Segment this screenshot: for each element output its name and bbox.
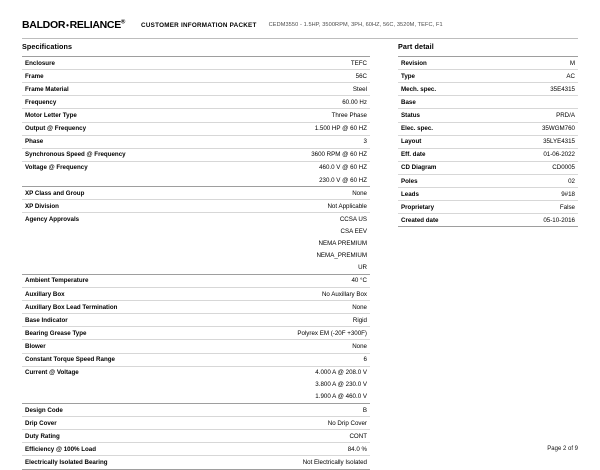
row-label-continued: [22, 238, 224, 250]
row-value: M: [492, 57, 578, 70]
table-row: [398, 96, 578, 109]
table-row: [22, 187, 370, 200]
table-row: [22, 340, 370, 353]
row-value: None: [224, 187, 370, 200]
table-row-continued: [22, 262, 370, 275]
row-label: CD Diagram: [398, 161, 492, 174]
row-label: Current @ Voltage: [22, 366, 224, 379]
table-row-continued: [22, 250, 370, 262]
table-row: [22, 301, 370, 314]
table-row-continued: [22, 391, 370, 404]
table-row: [22, 287, 370, 300]
row-value: 56C: [224, 70, 370, 83]
row-label: Layout: [398, 135, 492, 148]
table-row-continued: [22, 379, 370, 391]
brand-separator: •: [66, 20, 69, 30]
row-label: Leads: [398, 188, 492, 201]
table-row: [22, 148, 370, 161]
table-row: [22, 213, 370, 226]
row-label: Duty Rating: [22, 430, 224, 443]
row-label: Status: [398, 109, 492, 122]
row-label: Bearing Grease Type: [22, 327, 224, 340]
row-label: Frame: [22, 70, 224, 83]
row-value: 02: [492, 174, 578, 187]
row-label: Auxillary Box: [22, 287, 224, 300]
part-detail-section: [398, 42, 578, 227]
page-number: Page 2 of 9: [547, 446, 578, 452]
header-subtitle: CEDM3550 - 1.5HP, 3500RPM, 3PH, 60HZ, 56C, 3520M, TEFC, F1: [268, 22, 443, 28]
row-value: CCSA US: [224, 213, 370, 226]
row-label: Efficiency @ 100% Load: [22, 443, 224, 456]
row-value: 3600 RPM @ 60 HZ: [224, 148, 370, 161]
row-value: TEFC: [224, 57, 370, 70]
table-row-continued: [22, 174, 370, 187]
row-value: Not Applicable: [224, 200, 370, 213]
row-value-continued: NEMA PREMIUM: [318, 240, 367, 248]
row-value: Rigid: [224, 314, 370, 327]
row-value: 60.00 Hz: [224, 96, 370, 109]
table-row: [398, 83, 578, 96]
row-label: Agency Approvals: [22, 213, 224, 226]
row-value: 40 °C: [224, 274, 370, 287]
table-row: [22, 353, 370, 366]
row-label: Proprietary: [398, 201, 492, 214]
row-value: 6: [224, 353, 370, 366]
row-label: Type: [398, 70, 492, 83]
row-label: Mech. spec.: [398, 83, 492, 96]
row-value: 84.0 %: [224, 443, 370, 456]
row-label: Elec. spec.: [398, 122, 492, 135]
row-label: Output @ Frequency: [22, 122, 224, 135]
row-label: Electrically Isolated Bearing: [22, 456, 224, 469]
specifications-section: [22, 42, 370, 470]
row-value: No Auxillary Box: [224, 287, 370, 300]
table-row: [22, 122, 370, 135]
row-label: Synchronous Speed @ Frequency: [22, 148, 224, 161]
row-value: 35LYE4315: [492, 135, 578, 148]
row-value-continued: NEMA_PREMIUM: [316, 252, 367, 260]
row-value: False: [492, 201, 578, 214]
row-value-continued: CSA EEV: [340, 228, 367, 236]
row-value: 35E4315: [492, 83, 578, 96]
row-value-continued: 230.0 V @ 60 HZ: [319, 176, 367, 184]
row-value: None: [224, 301, 370, 314]
table-row-continued: [22, 225, 370, 237]
table-row: [398, 201, 578, 214]
row-value: 460.0 V @ 60 HZ: [224, 161, 370, 174]
part-detail-title: Part detail: [398, 42, 434, 51]
row-label-continued: [22, 250, 224, 262]
table-row: [398, 214, 578, 227]
table-row: [398, 135, 578, 148]
row-value: [492, 96, 578, 109]
table-row: [22, 327, 370, 340]
header-title: CUSTOMER INFORMATION PACKET: [141, 21, 257, 29]
row-value: No Drip Cover: [224, 417, 370, 430]
table-row: [22, 366, 370, 379]
table-row: [22, 443, 370, 456]
table-row: [398, 57, 578, 70]
row-value: CONT: [224, 430, 370, 443]
table-row: [22, 200, 370, 213]
row-value: 3: [224, 135, 370, 148]
table-row: [22, 135, 370, 148]
row-label: Motor Letter Type: [22, 109, 224, 122]
row-label: Frequency: [22, 96, 224, 109]
registered-mark-icon: ®: [120, 19, 126, 26]
row-label: Created date: [398, 214, 492, 227]
part-detail-table: [398, 56, 578, 227]
row-value-continued: UR: [358, 264, 367, 272]
row-label: Base Indicator: [22, 314, 224, 327]
row-label: Voltage @ Frequency: [22, 161, 224, 174]
row-value: 9#18: [492, 188, 578, 201]
row-value: None: [224, 340, 370, 353]
row-value: CD0005: [492, 161, 578, 174]
table-row: [398, 188, 578, 201]
row-label: Auxillary Box Lead Termination: [22, 301, 224, 314]
table-row: [22, 161, 370, 174]
table-row: [398, 109, 578, 122]
row-label-continued: [22, 262, 224, 275]
table-row: [22, 109, 370, 122]
table-row: [398, 161, 578, 174]
row-label-continued: [22, 225, 224, 237]
table-row: [398, 174, 578, 187]
row-label: Drip Cover: [22, 417, 224, 430]
brand-reliance: RELIANCE: [69, 19, 121, 31]
row-label: Enclosure: [22, 57, 224, 70]
row-value: 4.000 A @ 208.0 V: [224, 366, 370, 379]
table-row: [22, 70, 370, 83]
row-label: Revision: [398, 57, 492, 70]
row-label: Blower: [22, 340, 224, 353]
table-row: [22, 417, 370, 430]
row-value: 35WGM760: [492, 122, 578, 135]
brand-logo: [22, 19, 125, 31]
table-row: [22, 314, 370, 327]
row-label: Design Code: [22, 403, 224, 416]
row-value: B: [224, 403, 370, 416]
row-value: Polyrex EM (-20F +300F): [224, 327, 370, 340]
row-value: AC: [492, 70, 578, 83]
row-value-continued: 3.800 A @ 230.0 V: [315, 381, 367, 389]
specifications-title: Specifications: [22, 42, 73, 51]
brand-baldor: BALDOR: [22, 19, 66, 31]
row-label: Constant Torque Speed Range: [22, 353, 224, 366]
table-row: [398, 148, 578, 161]
row-value: Not Electrically Isolated: [224, 456, 370, 469]
table-row: [398, 122, 578, 135]
row-value: Steel: [224, 83, 370, 96]
row-label: XP Class and Group: [22, 187, 224, 200]
table-row: [22, 57, 370, 70]
specifications-table: [22, 56, 370, 470]
row-value: 1.500 HP @ 60 HZ: [224, 122, 370, 135]
row-value: 01-06-2022: [492, 148, 578, 161]
table-row: [22, 83, 370, 96]
row-value: PRD/A: [492, 109, 578, 122]
row-value: 05-10-2016: [492, 214, 578, 227]
row-label: Frame Material: [22, 83, 224, 96]
row-label: XP Division: [22, 200, 224, 213]
row-label: Poles: [398, 174, 492, 187]
table-row: [22, 456, 370, 469]
table-row: [22, 274, 370, 287]
row-label: Phase: [22, 135, 224, 148]
table-row: [22, 403, 370, 416]
row-label: Base: [398, 96, 492, 109]
document-header: [22, 16, 578, 39]
table-row: [398, 70, 578, 83]
row-label-continued: [22, 391, 224, 404]
row-label-continued: [22, 174, 224, 187]
row-label: Ambient Temperature: [22, 274, 224, 287]
table-row-continued: [22, 238, 370, 250]
table-row: [22, 96, 370, 109]
row-value: Three Phase: [224, 109, 370, 122]
row-label-continued: [22, 379, 224, 391]
table-row: [22, 430, 370, 443]
row-label: Eff. date: [398, 148, 492, 161]
row-value-continued: 1.900 A @ 460.0 V: [315, 393, 367, 401]
